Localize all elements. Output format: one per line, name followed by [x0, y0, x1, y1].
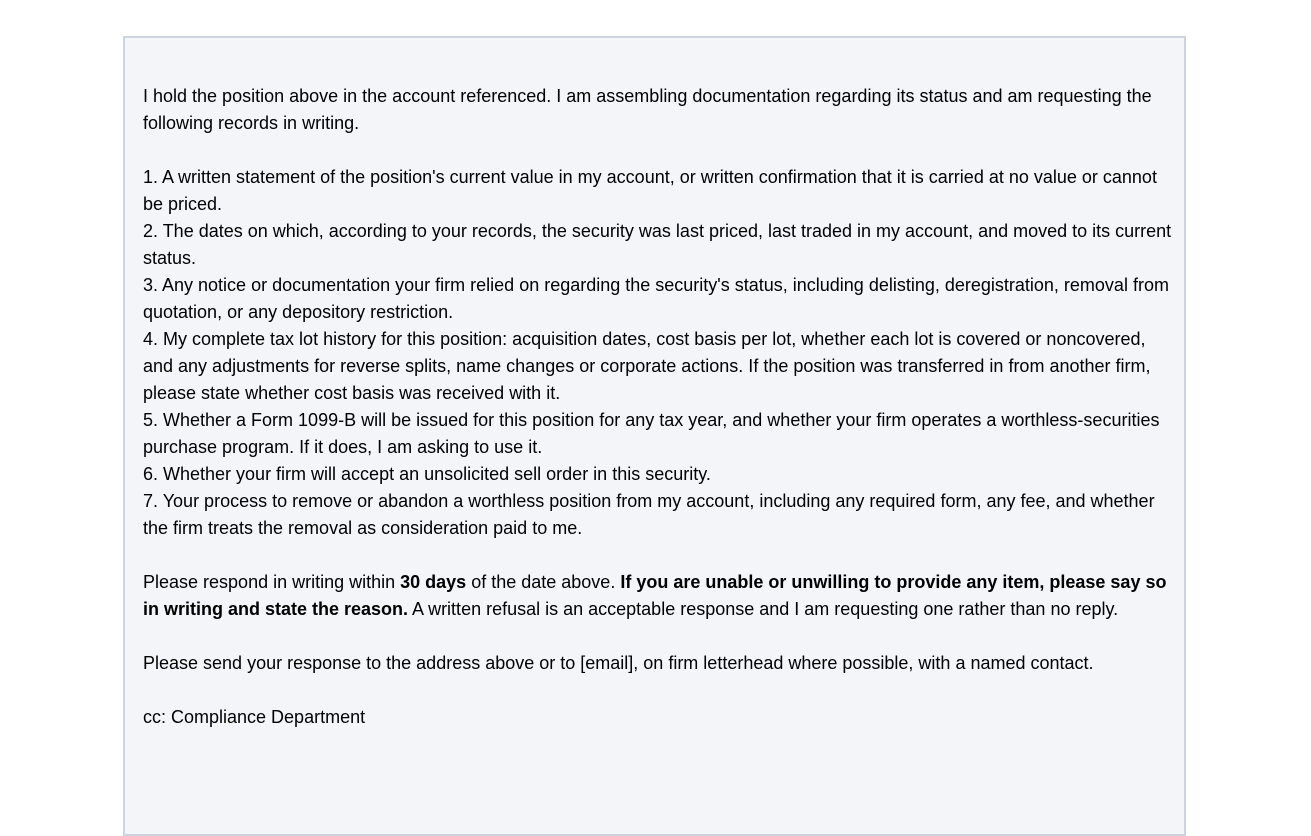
deadline-days: 30 days [400, 572, 467, 592]
request-item-4: 4. My complete tax lot history for this position: acquisition dates, cost basis per lot, whether each lot is covered or noncovered, and any adjustments for reverse splits, name changes or corporate actions. If the position was transferred in from another firm, please state whether cost basis was received with it. [143, 329, 1151, 403]
request-item-3: 3. Any notice or documentation your firm relied on regarding the security's status, including delisting, deregistration, removal from quotation, or any depository restriction. [143, 275, 1169, 322]
request-item-5: 5. Whether a Form 1099-B will be issued for this position for any tax year, and whether your firm operates a worthless-securities purchase program. If it does, I am asking to use it. [143, 410, 1160, 457]
request-item-2: 2. The dates on which, according to your records, the security was last priced, last traded in my account, and moved to its current status. [143, 221, 1172, 268]
deadline-emphasis: If you are unable or unwilling to provide any item, please say so in writing and state the reason. [143, 572, 1167, 619]
deadline-after-days: of the date above. [466, 572, 621, 592]
request-item-1: 1. A written statement of the position's current value in my account, or written confirmation that it is carried at no value or cannot be priced. [143, 167, 1157, 214]
deadline-lead: Please respond in writing within [143, 572, 401, 592]
letter-body [143, 83, 1173, 758]
deadline-tail: A written refusal is an acceptable response and I am requesting one rather than no reply. [408, 599, 1119, 619]
request-list [143, 164, 1173, 542]
intro-paragraph: I hold the position above in the account referenced. I am assembling documentation regarding its status and am requesting the following records in writing. [143, 86, 1152, 133]
request-item-6: 6. Whether your firm will accept an unsolicited sell order in this security. [143, 464, 711, 484]
deadline-paragraph [143, 569, 1173, 623]
letter-panel [123, 36, 1186, 836]
send-to-paragraph: Please send your response to the address above or to [email], on firm letterhead where possible, with a named contact. [143, 653, 1094, 673]
cc-line: cc: Compliance Department [143, 707, 366, 727]
request-item-7: 7. Your process to remove or abandon a worthless position from my account, including any required form, any fee, and whether the firm treats the removal as consideration paid to me. [143, 491, 1155, 538]
